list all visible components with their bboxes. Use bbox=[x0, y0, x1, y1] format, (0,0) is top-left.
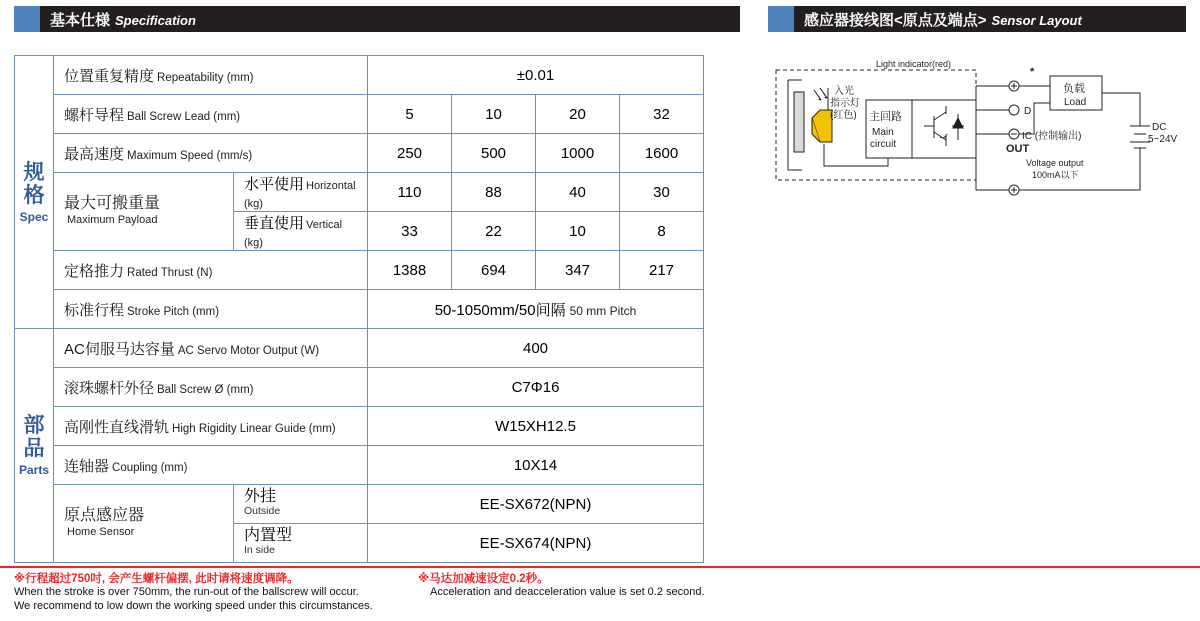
red-divider-line bbox=[0, 566, 1200, 568]
row-value-home-sensor-inside: EE-SX674(NPN) bbox=[368, 524, 704, 563]
side-group-parts bbox=[15, 329, 54, 563]
header-title-en-right: Sensor Layout bbox=[991, 12, 1082, 28]
row-label-repeatability bbox=[54, 56, 368, 95]
row-value-stroke-pitch bbox=[368, 290, 704, 329]
section-header-specification bbox=[14, 6, 740, 32]
table-row bbox=[15, 173, 704, 212]
row-label-cn: 滚珠螺杆外径 bbox=[64, 379, 155, 397]
row-value-cell: 33 bbox=[368, 212, 452, 251]
row-label-cn: 位置重复精度 bbox=[64, 67, 155, 85]
diagram-label-ic: IC (控制输出) bbox=[1022, 131, 1082, 142]
diagram-label-main-circuit-cn: 主回路 bbox=[869, 111, 902, 123]
diagram-label-out: OUT bbox=[1006, 143, 1030, 155]
row-sublabel-horizontal bbox=[234, 173, 368, 212]
row-label-en: Rated Thrust (N) bbox=[127, 266, 213, 279]
row-label-stroke-pitch bbox=[54, 290, 368, 329]
row-value-cn: 50-1050mm/50间隔 bbox=[434, 301, 566, 319]
diagram-label-in-light-cn2: 指示灯 bbox=[830, 98, 860, 109]
table-row bbox=[15, 446, 704, 485]
table-row bbox=[15, 485, 704, 524]
table-row bbox=[15, 290, 704, 329]
diagram-label-dc: DC bbox=[1152, 122, 1167, 133]
row-label-en: Stroke Pitch (mm) bbox=[127, 305, 220, 318]
row-value-cell: 32 bbox=[620, 95, 704, 134]
row-value-cell: 110 bbox=[368, 173, 452, 212]
diagram-label-star: * bbox=[1030, 66, 1035, 78]
row-label-cn: 原点感应器 bbox=[64, 506, 145, 524]
notes-column-right bbox=[418, 572, 778, 600]
row-value-cell: 40 bbox=[536, 173, 620, 212]
row-value-cell: 22 bbox=[452, 212, 536, 251]
table-row bbox=[15, 251, 704, 290]
row-sublabel-cn: 外挂 bbox=[244, 488, 277, 505]
specification-table bbox=[14, 55, 704, 563]
row-label-ball-screw-lead bbox=[54, 95, 368, 134]
header-title-cn-left: 基本仕様 bbox=[50, 11, 111, 29]
row-value-cell: 8 bbox=[620, 212, 704, 251]
table-row bbox=[15, 407, 704, 446]
row-label-en: Repeatability (mm) bbox=[157, 71, 254, 84]
row-sublabel-outside bbox=[234, 485, 368, 524]
row-value-cell: 250 bbox=[368, 134, 452, 173]
row-value-repeatability: ±0.01 bbox=[368, 56, 704, 95]
row-sublabel-en: Vertical (kg) bbox=[244, 219, 343, 249]
row-label-cn: 标准行程 bbox=[64, 301, 125, 319]
sensor-layout-diagram bbox=[768, 48, 1186, 208]
row-value-en: 50 mm Pitch bbox=[569, 303, 637, 318]
row-value-cell: 1388 bbox=[368, 251, 452, 290]
diagram-label-current-max: 100mA以下 bbox=[1032, 170, 1079, 180]
side-group-parts-en: Parts bbox=[18, 463, 50, 477]
header-text-right bbox=[794, 9, 1082, 30]
side-group-spec-cn: 规格 bbox=[23, 160, 45, 207]
row-sublabel-cn: 水平使用 bbox=[244, 176, 305, 193]
row-label-en: Maximum Speed (mm/s) bbox=[127, 149, 253, 162]
row-sublabel-cn: 垂直使用 bbox=[244, 215, 305, 232]
row-sublabel-cn: 内置型 bbox=[244, 527, 293, 544]
row-value-linear-guide: W15XH12.5 bbox=[368, 407, 704, 446]
note-2-cn: ※马达加减速设定0.2秒。 bbox=[418, 573, 549, 585]
note-2-en: Acceleration and deacceleration value is set 0.2 second. bbox=[430, 586, 705, 598]
row-value-home-sensor-outside: EE-SX672(NPN) bbox=[368, 485, 704, 524]
side-group-parts-cn: 部品 bbox=[23, 414, 45, 460]
diagram-label-pin-d: D bbox=[1024, 106, 1032, 117]
row-label-en: Ball Screw Ø (mm) bbox=[157, 383, 254, 396]
table-row bbox=[15, 368, 704, 407]
row-sublabel-inside bbox=[234, 524, 368, 563]
diagram-label-load-en: Load bbox=[1064, 97, 1087, 108]
diagram-label-dc-range: 5~24V bbox=[1148, 134, 1178, 145]
row-value-cell: 694 bbox=[452, 251, 536, 290]
header-accent-block-right bbox=[768, 6, 794, 32]
side-group-spec-en: Spec bbox=[19, 209, 49, 224]
diagram-label-main-circuit-en2: circuit bbox=[870, 139, 897, 150]
row-value-cell: 1000 bbox=[536, 134, 620, 173]
row-label-cn: 最高速度 bbox=[64, 145, 125, 163]
row-label-cn: AC伺服马达容量 bbox=[64, 340, 175, 358]
table-row bbox=[15, 56, 704, 95]
table-row bbox=[15, 329, 704, 368]
side-group-spec bbox=[15, 56, 54, 329]
row-value-cell: 20 bbox=[536, 95, 620, 134]
row-label-linear-guide bbox=[54, 407, 368, 446]
row-value-servo-motor-output: 400 bbox=[368, 329, 704, 368]
header-accent-block-left bbox=[14, 6, 40, 32]
row-value-cell: 30 bbox=[620, 173, 704, 212]
row-label-cn: 定格推力 bbox=[64, 262, 125, 280]
row-value-cell: 88 bbox=[452, 173, 536, 212]
header-title-cn-right: 感应器接线图<原点及端点> bbox=[804, 11, 987, 29]
row-value-coupling: 10X14 bbox=[368, 446, 704, 485]
row-value-cell: 10 bbox=[452, 95, 536, 134]
row-label-cn: 最大可搬重量 bbox=[64, 194, 161, 212]
row-label-en: High Rigidity Linear Guide (mm) bbox=[172, 422, 336, 435]
row-value-cell: 1600 bbox=[620, 134, 704, 173]
row-sublabel-en: In side bbox=[244, 544, 275, 556]
row-label-en: Maximum Payload bbox=[67, 213, 158, 226]
section-header-sensor-layout bbox=[768, 6, 1186, 32]
diagram-label-main-circuit-en1: Main bbox=[872, 127, 894, 138]
diagram-label-load-cn: 负载 bbox=[1063, 83, 1085, 95]
row-value-cell: 217 bbox=[620, 251, 704, 290]
row-sublabel-vertical bbox=[234, 212, 368, 251]
row-value-cell: 10 bbox=[536, 212, 620, 251]
row-label-servo-motor-output bbox=[54, 329, 368, 368]
note-1-cn: ※行程超过750吋, 会产生螺杆偏摆, 此时请将速度调降。 bbox=[14, 573, 299, 585]
row-label-en: Home Sensor bbox=[67, 525, 135, 538]
row-label-cn: 连轴器 bbox=[64, 457, 110, 475]
row-label-rated-thrust bbox=[54, 251, 368, 290]
row-label-maximum-payload bbox=[54, 173, 234, 251]
row-label-ball-screw-diameter bbox=[54, 368, 368, 407]
header-title-en-left: Specification bbox=[115, 12, 196, 28]
diagram-label-voltage-output: Voltage output bbox=[1026, 158, 1084, 168]
row-label-coupling bbox=[54, 446, 368, 485]
row-value-ball-screw-diameter: C7Φ16 bbox=[368, 368, 704, 407]
header-text-left bbox=[40, 9, 196, 30]
note-1-en-line1: When the stroke is over 750mm, the run-out of the ballscrew will occur. bbox=[14, 586, 359, 598]
row-label-en: Ball Screw Lead (mm) bbox=[127, 110, 241, 123]
diagram-label-light-indicator: Light indicator(red) bbox=[876, 59, 952, 69]
row-sublabel-en: Horizontal (kg) bbox=[244, 180, 356, 210]
diagram-label-in-light-cn3: (红色) bbox=[830, 110, 857, 121]
row-label-maximum-speed bbox=[54, 134, 368, 173]
row-label-en: AC Servo Motor Output (W) bbox=[177, 344, 320, 357]
row-value-cell: 5 bbox=[368, 95, 452, 134]
row-sublabel-en: Outside bbox=[244, 505, 281, 517]
row-label-cn: 螺杆导程 bbox=[64, 106, 125, 124]
diagram-label-in-light-cn: 入光 bbox=[834, 86, 854, 97]
table-row bbox=[15, 95, 704, 134]
row-label-en: Coupling (mm) bbox=[112, 461, 188, 474]
row-label-home-sensor bbox=[54, 485, 234, 563]
table-row bbox=[15, 134, 704, 173]
row-value-cell: 500 bbox=[452, 134, 536, 173]
note-1-en-line2: We recommend to low down the working speed under this circumstances. bbox=[14, 599, 373, 612]
row-label-cn: 高刚性直线滑轨 bbox=[64, 418, 170, 436]
row-value-cell: 347 bbox=[536, 251, 620, 290]
